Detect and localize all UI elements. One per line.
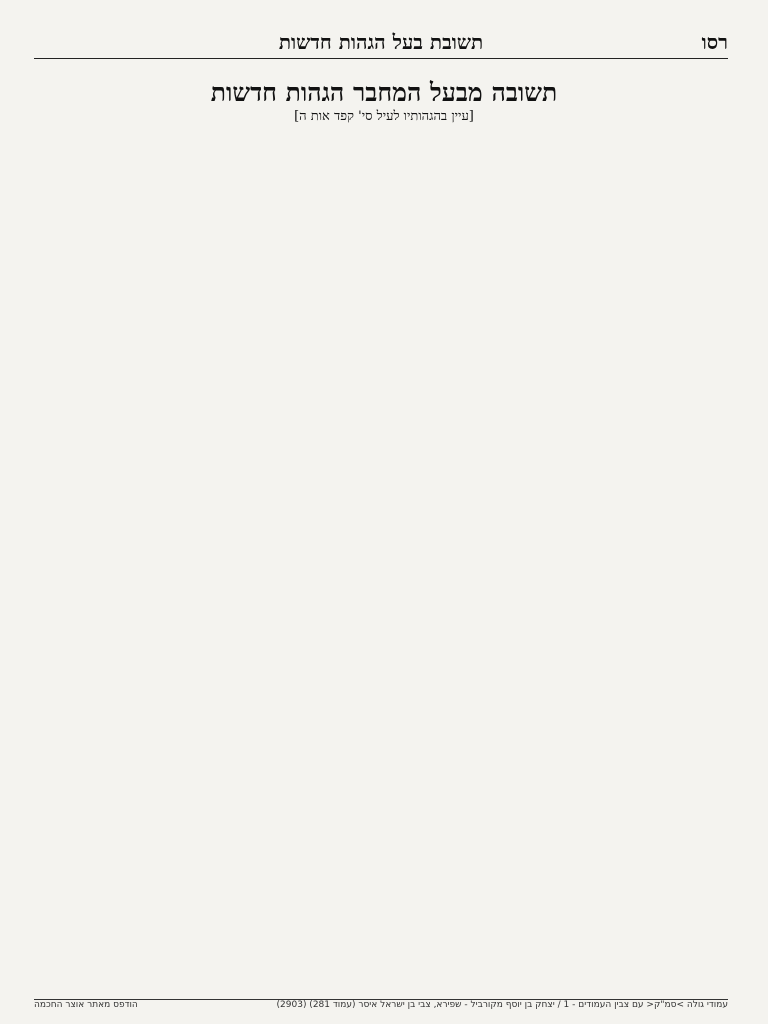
footer-credit: הודפס מאתר אוצר החכמה [34,1000,138,1010]
text-column-right [386,124,728,968]
article-note: [עיין בהגהותיו לעיל סי' קפד אות ה] [294,109,474,124]
footer-citation: עמודי גולה >סמ"ק< עם צבין העמודים - 1 / יצחק בן יוסף מקורביל - שפירא, צבי בן ישראל איסר (עמוד 281) (2903) [276,1000,728,1010]
page-footer [34,1000,728,1014]
page-number: רסו [701,30,728,54]
text-column-left [34,124,376,968]
article-title: תשובה מבעל המחבר הגהות חדשות [210,78,558,107]
page-header [34,28,728,59]
running-title: תשובת בעל הגהות חדשות [278,30,484,54]
